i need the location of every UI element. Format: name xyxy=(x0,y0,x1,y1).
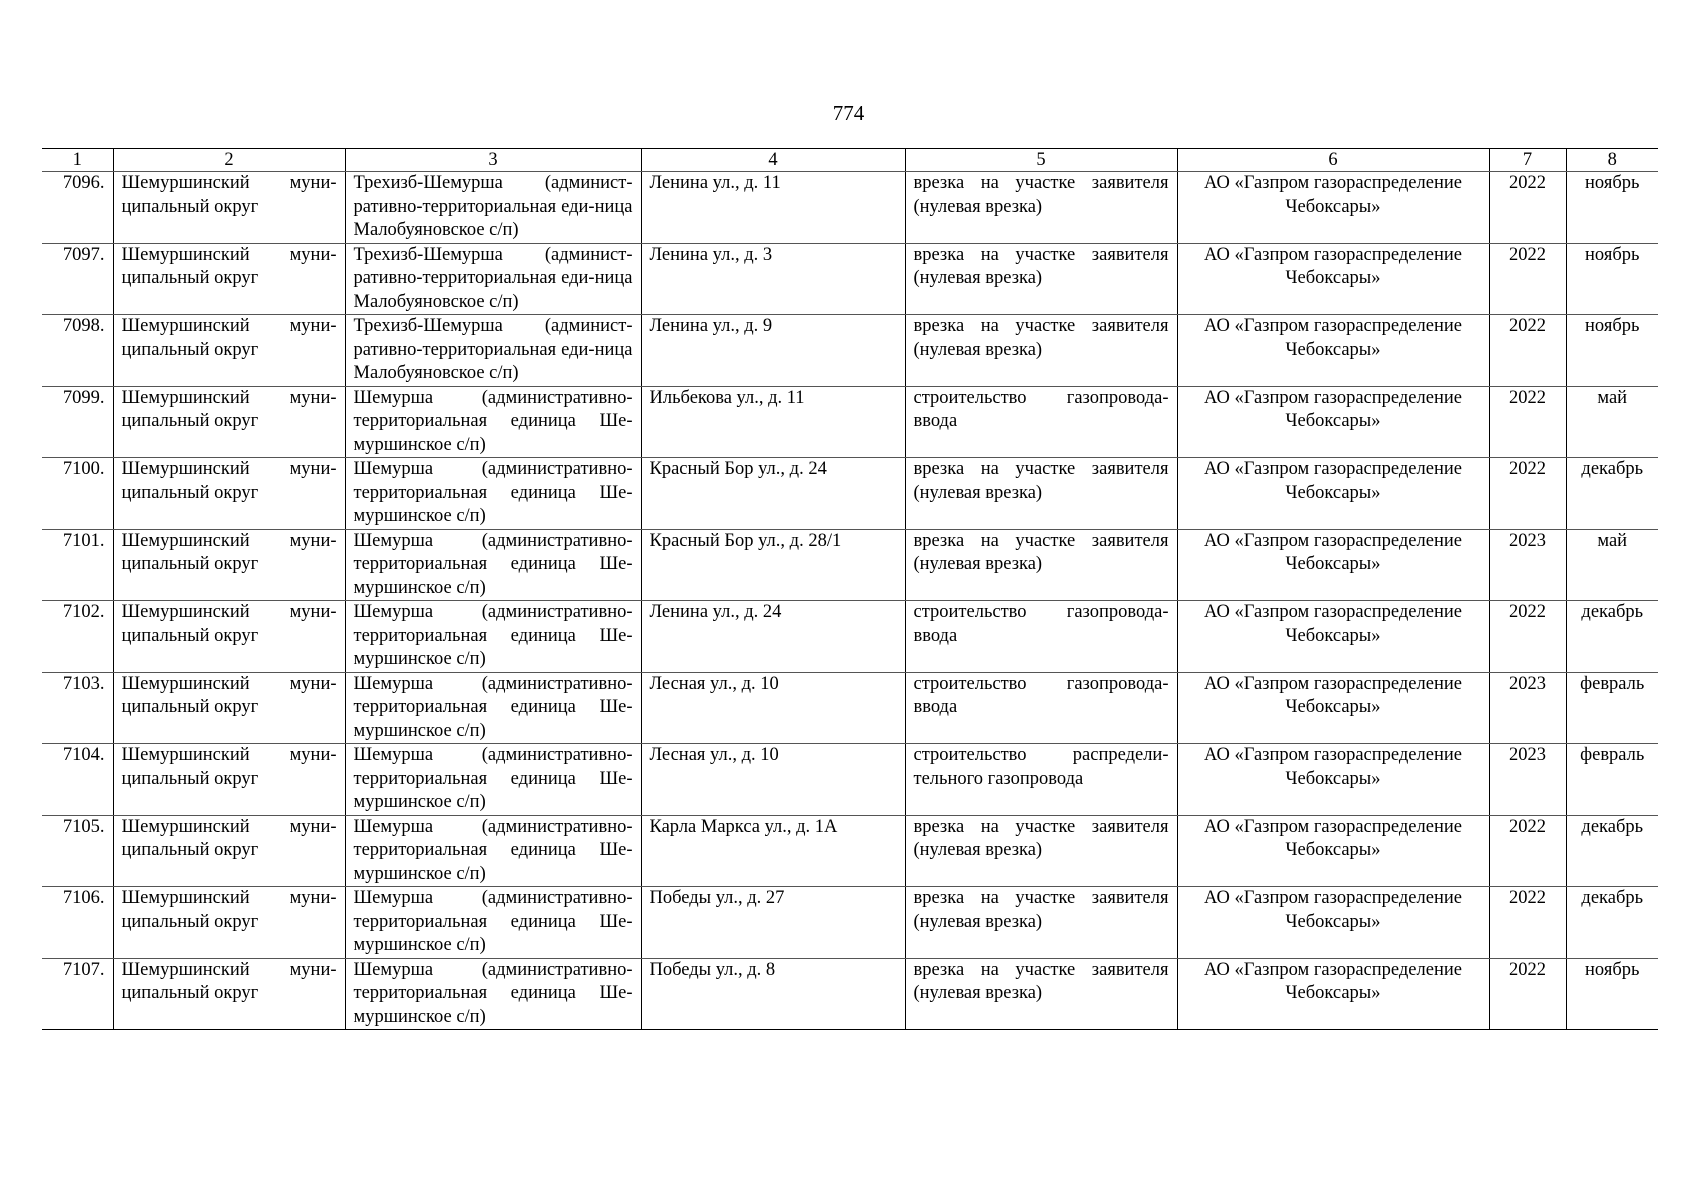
locality-cell: Шемурша (административно-территориальная единица Ше-муршинское с/п) xyxy=(345,887,641,959)
column-header: 8 xyxy=(1566,149,1658,172)
month-cell: декабрь xyxy=(1566,815,1658,887)
table-row xyxy=(42,815,1658,887)
month-cell: декабрь xyxy=(1566,601,1658,673)
organization-cell: АО «Газпром газораспределение Чебоксары» xyxy=(1177,243,1489,315)
organization-cell: АО «Газпром газораспределение Чебоксары» xyxy=(1177,386,1489,458)
row-number-cell: 7096. xyxy=(42,172,113,244)
address-cell: Красный Бор ул., д. 24 xyxy=(641,458,905,530)
month-cell: февраль xyxy=(1566,672,1658,744)
locality-cell: Шемурша (административно-территориальная единица Ше-муршинское с/п) xyxy=(345,815,641,887)
table-row xyxy=(42,601,1658,673)
year-cell: 2022 xyxy=(1489,315,1566,387)
gas-connection-table xyxy=(42,148,1658,1030)
row-number-cell: 7101. xyxy=(42,529,113,601)
work-type-cell: строительство газопровода-ввода xyxy=(905,672,1177,744)
work-type-cell: строительство распредели-тельного газопровода xyxy=(905,744,1177,816)
year-cell: 2022 xyxy=(1489,386,1566,458)
work-type-cell: строительство газопровода-ввода xyxy=(905,386,1177,458)
month-cell: май xyxy=(1566,529,1658,601)
column-header: 5 xyxy=(905,149,1177,172)
district-cell: Шемуршинский муни-ципальный округ xyxy=(113,243,345,315)
organization-cell: АО «Газпром газораспределение Чебоксары» xyxy=(1177,958,1489,1030)
work-type-cell: врезка на участке заявителя (нулевая врезка) xyxy=(905,815,1177,887)
row-number-cell: 7097. xyxy=(42,243,113,315)
district-cell: Шемуршинский муни-ципальный округ xyxy=(113,958,345,1030)
year-cell: 2023 xyxy=(1489,672,1566,744)
district-cell: Шемуршинский муни-ципальный округ xyxy=(113,601,345,673)
district-cell: Шемуршинский муни-ципальный округ xyxy=(113,172,345,244)
table-row xyxy=(42,386,1658,458)
year-cell: 2022 xyxy=(1489,243,1566,315)
work-type-cell: врезка на участке заявителя (нулевая врезка) xyxy=(905,958,1177,1030)
column-header: 3 xyxy=(345,149,641,172)
table-row xyxy=(42,172,1658,244)
organization-cell: АО «Газпром газораспределение Чебоксары» xyxy=(1177,315,1489,387)
table-row xyxy=(42,958,1658,1030)
year-cell: 2022 xyxy=(1489,458,1566,530)
address-cell: Ленина ул., д. 9 xyxy=(641,315,905,387)
year-cell: 2022 xyxy=(1489,601,1566,673)
row-number-cell: 7105. xyxy=(42,815,113,887)
locality-cell: Трехизб-Шемурша (админист-ративно-территориальная еди-ница Малобуяновское с/п) xyxy=(345,172,641,244)
table-row xyxy=(42,243,1658,315)
organization-cell: АО «Газпром газораспределение Чебоксары» xyxy=(1177,815,1489,887)
row-number-cell: 7106. xyxy=(42,887,113,959)
table-row xyxy=(42,529,1658,601)
organization-cell: АО «Газпром газораспределение Чебоксары» xyxy=(1177,529,1489,601)
district-cell: Шемуршинский муни-ципальный округ xyxy=(113,672,345,744)
address-cell: Победы ул., д. 27 xyxy=(641,887,905,959)
table-row xyxy=(42,315,1658,387)
address-cell: Ленина ул., д. 24 xyxy=(641,601,905,673)
work-type-cell: врезка на участке заявителя (нулевая врезка) xyxy=(905,243,1177,315)
district-cell: Шемуршинский муни-ципальный округ xyxy=(113,887,345,959)
row-number-cell: 7103. xyxy=(42,672,113,744)
year-cell: 2022 xyxy=(1489,958,1566,1030)
month-cell: ноябрь xyxy=(1566,172,1658,244)
organization-cell: АО «Газпром газораспределение Чебоксары» xyxy=(1177,887,1489,959)
column-header: 4 xyxy=(641,149,905,172)
address-cell: Победы ул., д. 8 xyxy=(641,958,905,1030)
table-row xyxy=(42,458,1658,530)
month-cell: ноябрь xyxy=(1566,958,1658,1030)
month-cell: февраль xyxy=(1566,744,1658,816)
column-header: 7 xyxy=(1489,149,1566,172)
year-cell: 2022 xyxy=(1489,887,1566,959)
month-cell: декабрь xyxy=(1566,458,1658,530)
organization-cell: АО «Газпром газораспределение Чебоксары» xyxy=(1177,172,1489,244)
row-number-cell: 7104. xyxy=(42,744,113,816)
organization-cell: АО «Газпром газораспределение Чебоксары» xyxy=(1177,601,1489,673)
address-cell: Ленина ул., д. 3 xyxy=(641,243,905,315)
address-cell: Лесная ул., д. 10 xyxy=(641,744,905,816)
locality-cell: Шемурша (административно-территориальная единица Ше-муршинское с/п) xyxy=(345,958,641,1030)
district-cell: Шемуршинский муни-ципальный округ xyxy=(113,458,345,530)
year-cell: 2023 xyxy=(1489,529,1566,601)
organization-cell: АО «Газпром газораспределение Чебоксары» xyxy=(1177,458,1489,530)
district-cell: Шемуршинский муни-ципальный округ xyxy=(113,315,345,387)
district-cell: Шемуршинский муни-ципальный округ xyxy=(113,386,345,458)
work-type-cell: врезка на участке заявителя (нулевая врезка) xyxy=(905,458,1177,530)
table-row xyxy=(42,672,1658,744)
row-number-cell: 7099. xyxy=(42,386,113,458)
locality-cell: Шемурша (административно-территориальная единица Ше-муршинское с/п) xyxy=(345,529,641,601)
year-cell: 2022 xyxy=(1489,815,1566,887)
year-cell: 2022 xyxy=(1489,172,1566,244)
column-header: 2 xyxy=(113,149,345,172)
locality-cell: Шемурша (административно-территориальная единица Ше-муршинское с/п) xyxy=(345,458,641,530)
address-cell: Ленина ул., д. 11 xyxy=(641,172,905,244)
month-cell: ноябрь xyxy=(1566,243,1658,315)
address-cell: Ильбекова ул., д. 11 xyxy=(641,386,905,458)
work-type-cell: врезка на участке заявителя (нулевая врезка) xyxy=(905,887,1177,959)
district-cell: Шемуршинский муни-ципальный округ xyxy=(113,744,345,816)
row-number-cell: 7107. xyxy=(42,958,113,1030)
locality-cell: Трехизб-Шемурша (админист-ративно-территориальная еди-ница Малобуяновское с/п) xyxy=(345,315,641,387)
header-row xyxy=(42,149,1658,172)
year-cell: 2023 xyxy=(1489,744,1566,816)
month-cell: ноябрь xyxy=(1566,315,1658,387)
column-header: 6 xyxy=(1177,149,1489,172)
work-type-cell: врезка на участке заявителя (нулевая врезка) xyxy=(905,172,1177,244)
district-cell: Шемуршинский муни-ципальный округ xyxy=(113,529,345,601)
address-cell: Карла Маркса ул., д. 1А xyxy=(641,815,905,887)
address-cell: Красный Бор ул., д. 28/1 xyxy=(641,529,905,601)
district-cell: Шемуршинский муни-ципальный округ xyxy=(113,815,345,887)
address-cell: Лесная ул., д. 10 xyxy=(641,672,905,744)
column-header: 1 xyxy=(42,149,113,172)
organization-cell: АО «Газпром газораспределение Чебоксары» xyxy=(1177,672,1489,744)
organization-cell: АО «Газпром газораспределение Чебоксары» xyxy=(1177,744,1489,816)
locality-cell: Шемурша (административно-территориальная единица Ше-муршинское с/п) xyxy=(345,386,641,458)
table-row xyxy=(42,744,1658,816)
page-number: 774 xyxy=(832,101,865,125)
locality-cell: Шемурша (административно-территориальная единица Ше-муршинское с/п) xyxy=(345,672,641,744)
row-number-cell: 7102. xyxy=(42,601,113,673)
work-type-cell: строительство газопровода-ввода xyxy=(905,601,1177,673)
row-number-cell: 7100. xyxy=(42,458,113,530)
month-cell: декабрь xyxy=(1566,887,1658,959)
table-row xyxy=(42,887,1658,959)
row-number-cell: 7098. xyxy=(42,315,113,387)
work-type-cell: врезка на участке заявителя (нулевая врезка) xyxy=(905,315,1177,387)
locality-cell: Шемурша (административно-территориальная единица Ше-муршинское с/п) xyxy=(345,601,641,673)
month-cell: май xyxy=(1566,386,1658,458)
work-type-cell: врезка на участке заявителя (нулевая врезка) xyxy=(905,529,1177,601)
locality-cell: Трехизб-Шемурша (админист-ративно-территориальная еди-ница Малобуяновское с/п) xyxy=(345,243,641,315)
locality-cell: Шемурша (административно-территориальная единица Ше-муршинское с/п) xyxy=(345,744,641,816)
